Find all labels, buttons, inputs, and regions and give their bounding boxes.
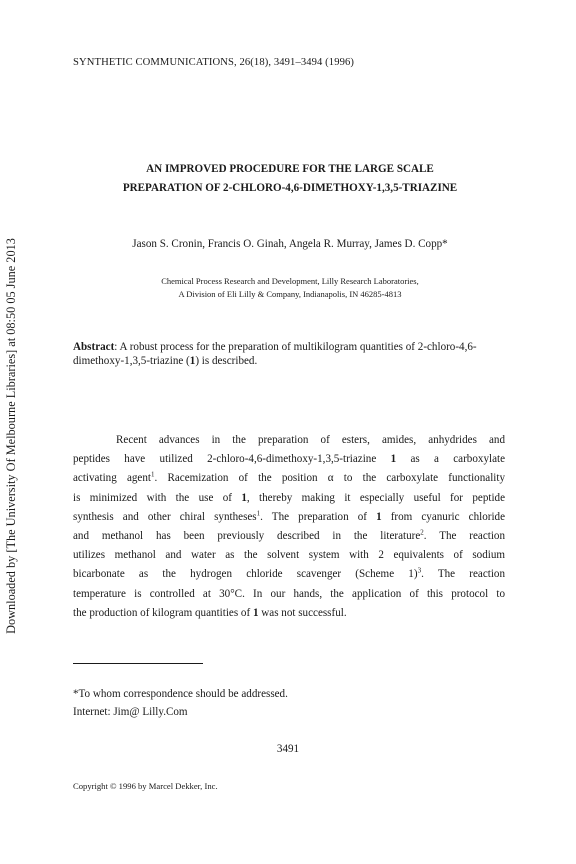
body-text-span: activating agent [73, 472, 151, 485]
body-text-span: Recent advances in the preparation of esters, amides, anhydrides and [116, 434, 505, 446]
abstract-text-a: : A robust process for the preparation of multikilogram quantities of 2-chloro-4,6-dimethoxy-1,3,5-triazine ( [73, 341, 477, 367]
journal-header: SYNTHETIC COMMUNICATIONS, 26(18), 3491–3494 (1996) [73, 57, 355, 68]
body-text-span: . Racemization of the position α to the carboxylate functionality [154, 472, 505, 485]
body-text-span: and methanol has been previously described in the literature [73, 530, 421, 543]
body-text-span: peptides have utilized 2-chloro-4,6-dimethoxy-1,3,5-triazine [73, 453, 391, 466]
abstract-label: Abstract [73, 341, 115, 353]
body-text-span: . The preparation of [260, 510, 377, 523]
abstract [73, 340, 505, 368]
citation-ref: 3 [417, 566, 422, 575]
body-text-span: . The reaction [421, 568, 505, 581]
compound-ref: 1 [390, 453, 397, 466]
body-line [73, 469, 505, 488]
body-line [73, 489, 505, 508]
body-line [73, 527, 505, 546]
body-text-span: , thereby making it especially useful for peptide [246, 491, 505, 504]
citation-ref: 1 [256, 509, 261, 518]
citation-ref: 1 [150, 470, 155, 479]
body-text-span: utilizes methanol and water as the solvent system with 2 equivalents of sodium [73, 549, 505, 562]
author-list: Jason S. Cronin, Francis O. Ginah, Angela R. Murray, James D. Copp* [132, 238, 448, 250]
body-line [73, 604, 505, 623]
body-line [73, 508, 505, 527]
body-text-span: the production of kilogram quantities of [73, 606, 253, 619]
compound-ref: 1 [241, 491, 247, 504]
body-text-span: . The reaction [423, 530, 505, 543]
download-watermark-text: Downloaded by [The University Of Melbourne Libraries] at 08:50 05 June 2013 [4, 238, 18, 634]
body-line [73, 585, 505, 604]
body-text-span: was not successful. [258, 606, 347, 619]
article-title-line-2: PREPARATION OF 2-CHLORO-4,6-DIMETHOXY-1,3,5-TRIAZINE [122, 182, 458, 194]
affiliation-line-2: A Division of Eli Lilly & Company, Indianapolis, IN 46285-4813 [178, 289, 402, 299]
abstract-compound: 1 [189, 355, 196, 367]
body-text-span: is minimized with the use of [73, 491, 242, 504]
body-line [73, 546, 505, 565]
footnote-email: Internet: Jim@ Lilly.Com [73, 706, 188, 718]
body-text-span: temperature is controlled at 30°C. In our hands, the application of this protocol to [73, 587, 505, 600]
footnote-separator [73, 663, 203, 664]
body-line [73, 565, 505, 584]
body-text-span: from cyanuric chloride [381, 510, 505, 523]
body-line [73, 431, 505, 450]
affiliation-line-1: Chemical Process Research and Development, Lilly Research Laboratories, [161, 276, 419, 286]
footnote-correspondence: *To whom correspondence should be addressed. [73, 688, 288, 700]
body-paragraph [73, 431, 505, 623]
body-text-span: bicarbonate as the hydrogen chloride scavenger (Scheme 1) [73, 568, 418, 581]
body-text-span: synthesis and other chiral syntheses [73, 510, 257, 523]
compound-ref: 1 [252, 606, 259, 619]
page-number: 3491 [276, 743, 300, 755]
download-watermark [2, 216, 20, 656]
abstract-text-b: ) is described. [195, 355, 258, 367]
article-title-line-1: AN IMPROVED PROCEDURE FOR THE LARGE SCALE [146, 163, 434, 175]
copyright-notice: Copyright © 1996 by Marcel Dekker, Inc. [73, 781, 218, 791]
compound-ref: 1 [376, 510, 382, 523]
body-line [73, 450, 505, 469]
citation-ref: 2 [420, 528, 424, 537]
body-text-span: as a carboxylate [396, 453, 506, 466]
